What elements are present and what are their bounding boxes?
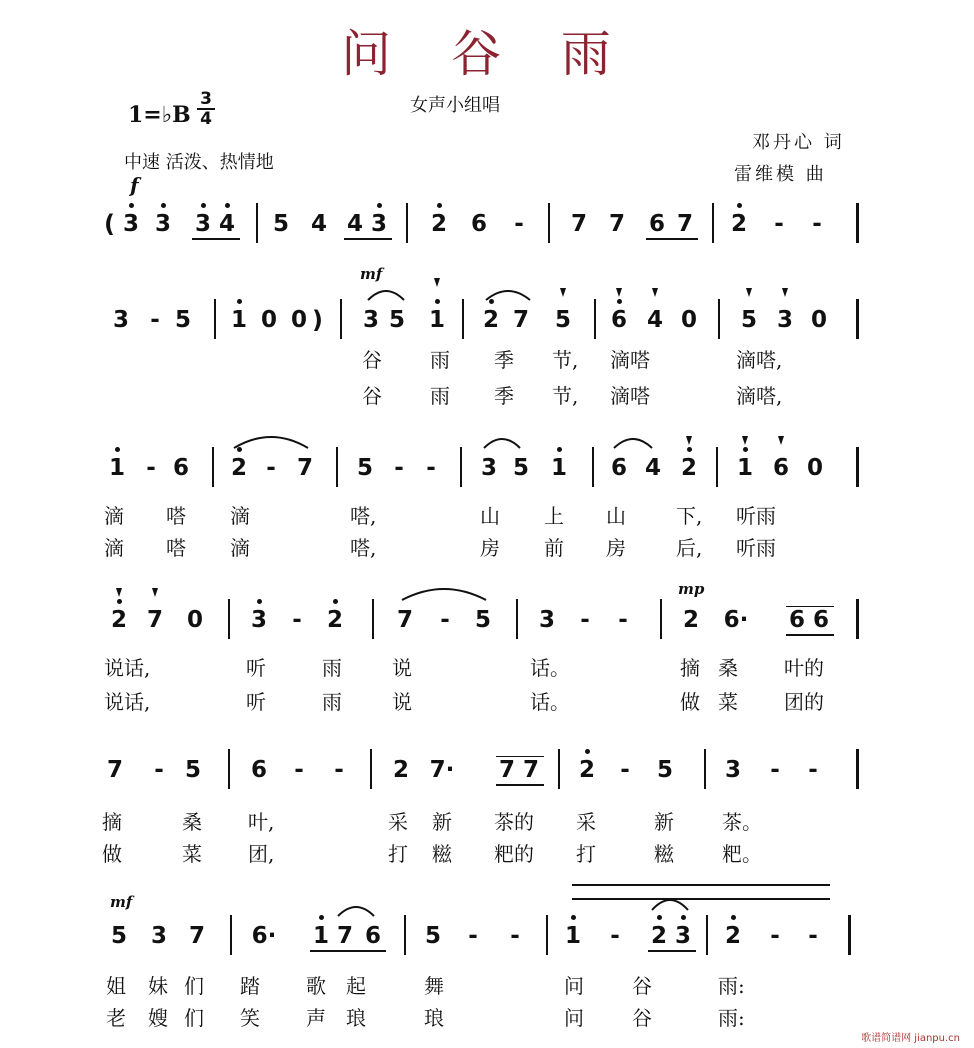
note: 6· — [251, 923, 277, 949]
note: - — [292, 607, 302, 633]
accent-mark — [782, 288, 788, 297]
note: - — [468, 923, 478, 949]
note: 7· — [429, 757, 455, 783]
note: 3 — [538, 607, 555, 633]
note: 2 — [578, 757, 595, 783]
note: 6 — [172, 455, 189, 481]
note: 6 — [364, 923, 381, 949]
lyric: 嗒, — [350, 536, 377, 560]
octave-dot — [657, 915, 662, 920]
note: - — [774, 211, 784, 237]
dynamic-mezzo-forte: mf — [360, 265, 383, 283]
note: - — [580, 607, 590, 633]
time-signature — [197, 90, 215, 128]
accent-mark — [742, 436, 748, 445]
lyric: 做 — [102, 842, 122, 866]
note: 5 — [512, 455, 529, 481]
note: - — [266, 455, 276, 481]
barline — [404, 915, 406, 955]
accent-mark — [686, 436, 692, 445]
lyric: 滴嗒 — [610, 384, 650, 408]
lyric: 季 — [494, 384, 514, 408]
barline — [228, 749, 230, 789]
staff-row-2 — [0, 308, 974, 332]
lyric: 们 — [184, 974, 204, 998]
beam-underline — [192, 238, 240, 240]
lyric: 雨: — [718, 974, 745, 998]
staff-row-5 — [0, 758, 974, 782]
note: 2 — [430, 211, 447, 237]
lyric: 听 — [246, 656, 266, 680]
note: 5 — [554, 307, 571, 333]
lyric: 菜 — [718, 690, 738, 714]
lyric: 桑 — [182, 810, 202, 834]
lyric: 滴嗒 — [610, 348, 650, 372]
octave-dot — [737, 203, 742, 208]
lyric: 滴嗒, — [736, 384, 783, 408]
octave-dot — [435, 299, 440, 304]
note: 2 — [230, 455, 247, 481]
lyric: 雨 — [322, 656, 342, 680]
note: 3 — [154, 211, 171, 237]
lyric: 琅 — [424, 1006, 444, 1030]
barline — [460, 447, 462, 487]
barline — [660, 599, 662, 639]
lyric: 谷 — [632, 1006, 652, 1030]
lyric: 话。 — [530, 690, 570, 714]
accent-mark — [746, 288, 752, 297]
lyric: 糍 — [654, 842, 674, 866]
octave-dot — [377, 203, 382, 208]
barline — [848, 915, 851, 955]
barline — [704, 749, 706, 789]
note: - — [510, 923, 520, 949]
note: 7 — [512, 307, 529, 333]
lyric: 雨 — [322, 690, 342, 714]
note: 6· — [723, 607, 749, 633]
barline — [856, 447, 859, 487]
note: 2 — [392, 757, 409, 783]
note: 0 — [186, 607, 203, 633]
lyric: 笑 — [240, 1006, 260, 1030]
lyric: 起 — [346, 974, 366, 998]
octave-dot — [319, 915, 324, 920]
accent-mark — [560, 288, 566, 297]
lyric: 滴 — [104, 504, 124, 528]
lyric: 嗒 — [166, 504, 186, 528]
note: 6 — [788, 607, 805, 633]
lyric: 说 — [392, 656, 412, 680]
lyric: 嗒, — [350, 504, 377, 528]
lyricist-credit: 邓丹心 词 — [752, 132, 845, 153]
slur-arc — [650, 894, 690, 912]
barline — [406, 203, 408, 243]
slur-arc — [336, 902, 376, 918]
song-title: 问 谷 雨 — [341, 25, 633, 83]
note: 0 — [806, 455, 823, 481]
note: 6 — [470, 211, 487, 237]
barline — [214, 299, 216, 339]
note: 7 — [106, 757, 123, 783]
lyric: 说话, — [104, 690, 151, 714]
lyric: 新 — [654, 810, 674, 834]
barline — [516, 599, 518, 639]
note: 1 — [428, 307, 445, 333]
slur-arc — [232, 432, 310, 450]
lyric: 舞 — [424, 974, 444, 998]
note: 7 — [570, 211, 587, 237]
lyric: 嗒 — [166, 536, 186, 560]
note: 7 — [396, 607, 413, 633]
beam-underline — [646, 238, 698, 240]
lyric: 茶的 — [494, 810, 534, 834]
lyric: 上 — [544, 504, 564, 528]
note: - — [514, 211, 524, 237]
lyric: 桑 — [718, 656, 738, 680]
note: 5 — [356, 455, 373, 481]
octave-dot — [557, 447, 562, 452]
lyric: 嫂 — [148, 1006, 168, 1030]
octave-dot — [225, 203, 230, 208]
note: 2 — [326, 607, 343, 633]
lyric: 房 — [480, 536, 500, 560]
octave-dot — [743, 447, 748, 452]
accent-mark — [652, 288, 658, 297]
dynamic-forte: f — [130, 173, 139, 197]
lyric: 山 — [606, 504, 626, 528]
lyric: 雨 — [430, 384, 450, 408]
lyric: 山 — [480, 504, 500, 528]
note: 7 — [608, 211, 625, 237]
barline — [340, 299, 342, 339]
beam-underline — [786, 634, 834, 636]
note: - — [440, 607, 450, 633]
barline — [230, 915, 232, 955]
slur-arc — [612, 434, 654, 450]
barline — [558, 749, 560, 789]
note: 6 — [250, 757, 267, 783]
note: 5 — [740, 307, 757, 333]
beam-underline — [496, 784, 544, 786]
octave-dot — [585, 749, 590, 754]
lyric: 糍 — [432, 842, 452, 866]
note: - — [334, 757, 344, 783]
note: 3 — [776, 307, 793, 333]
note: 7 — [522, 757, 539, 783]
note: - — [394, 455, 404, 481]
note: 7 — [146, 607, 163, 633]
accent-mark — [778, 436, 784, 445]
lyric: 下, — [676, 504, 703, 528]
barline — [462, 299, 464, 339]
note: 3 — [480, 455, 497, 481]
lyric: 们 — [184, 1006, 204, 1030]
octave-dot — [117, 599, 122, 604]
lyric: 说 — [392, 690, 412, 714]
lyric: 滴 — [230, 536, 250, 560]
note: 5 — [272, 211, 289, 237]
note: 3 — [362, 307, 379, 333]
lyric: 谷 — [362, 384, 382, 408]
lyric: 房 — [606, 536, 626, 560]
lyric: 听 — [246, 690, 266, 714]
octave-dot — [257, 599, 262, 604]
barline — [716, 447, 718, 487]
lyric: 团的 — [784, 690, 824, 714]
lyric: 新 — [432, 810, 452, 834]
lyric: 季 — [494, 348, 514, 372]
dynamic-mezzo-forte: mf — [110, 893, 133, 911]
note: 6 — [812, 607, 829, 633]
staff-row-4 — [0, 608, 974, 632]
site-watermark: 歌谱简谱网 jianpu.cn — [861, 1033, 960, 1044]
lyric: 滴嗒, — [736, 348, 783, 372]
octave-dot — [681, 915, 686, 920]
note: 3 — [370, 211, 387, 237]
slur-arc — [400, 584, 488, 602]
lyric: 谷 — [362, 348, 382, 372]
lyric: 前 — [544, 536, 564, 560]
note: 2 — [482, 307, 499, 333]
key-signature: 1=♭B — [128, 102, 191, 128]
octave-dot — [437, 203, 442, 208]
note: 2 — [680, 455, 697, 481]
note: 0 — [290, 307, 307, 333]
note: 7 — [676, 211, 693, 237]
lyric: 雨 — [430, 348, 450, 372]
lyric: 做 — [680, 690, 700, 714]
barline — [856, 749, 859, 789]
note: 1 — [550, 455, 567, 481]
lyric: 菜 — [182, 842, 202, 866]
note: 5 — [184, 757, 201, 783]
lyric: 听雨 — [736, 536, 776, 560]
note: - — [154, 757, 164, 783]
note: 6 — [610, 455, 627, 481]
note: 1 — [312, 923, 329, 949]
lyric: 琅 — [346, 1006, 366, 1030]
note: 2 — [682, 607, 699, 633]
barline — [712, 203, 714, 243]
note: 5 — [424, 923, 441, 949]
octave-dot — [571, 915, 576, 920]
barline — [592, 447, 594, 487]
lyric: 问 — [564, 974, 584, 998]
note: 6 — [648, 211, 665, 237]
note: 0 — [810, 307, 827, 333]
lyric: 谷 — [632, 974, 652, 998]
note: 3 — [150, 923, 167, 949]
lyric: 问 — [564, 1006, 584, 1030]
crescendo-line — [572, 884, 830, 886]
note: 7 — [336, 923, 353, 949]
barline — [548, 203, 550, 243]
note: - — [150, 307, 160, 333]
note: - — [812, 211, 822, 237]
lyric: 话。 — [530, 656, 570, 680]
octave-dot — [161, 203, 166, 208]
note: 3 — [112, 307, 129, 333]
note: - — [808, 757, 818, 783]
staff-row-3 — [0, 456, 974, 480]
beam-underline — [344, 238, 392, 240]
note: 7 — [188, 923, 205, 949]
lyric: 摘 — [680, 656, 700, 680]
note: 4 — [644, 455, 661, 481]
composer-credit: 雷维模 曲 — [734, 164, 827, 185]
note: 0 — [680, 307, 697, 333]
barline — [372, 599, 374, 639]
tempo-marking: 中速 活泼、热情地 — [124, 152, 274, 173]
note: - — [808, 923, 818, 949]
accent-mark — [616, 288, 622, 297]
lyric: 叶的 — [784, 656, 824, 680]
note: - — [620, 757, 630, 783]
lyric: 妹 — [148, 974, 168, 998]
slur-arc — [482, 434, 522, 450]
time-denominator: 4 — [197, 108, 215, 128]
octave-dot — [687, 447, 692, 452]
note: 3 — [122, 211, 139, 237]
crescendo-line — [572, 898, 830, 900]
note: 6 — [772, 455, 789, 481]
note: - — [426, 455, 436, 481]
note: 4 — [346, 211, 363, 237]
lyric: 采 — [388, 810, 408, 834]
lyric: 粑的 — [494, 842, 534, 866]
note: 4 — [218, 211, 235, 237]
intro-paren-close: ) — [312, 306, 323, 334]
octave-dot — [129, 203, 134, 208]
note: - — [294, 757, 304, 783]
lyric: 茶。 — [722, 810, 762, 834]
octave-dot — [237, 299, 242, 304]
dynamic-mezzo-piano: mp — [678, 580, 705, 598]
note: - — [770, 923, 780, 949]
note: 4 — [310, 211, 327, 237]
lyric: 采 — [576, 810, 596, 834]
lyric: 踏 — [240, 974, 260, 998]
lyric: 歌 — [306, 974, 326, 998]
barline — [718, 299, 720, 339]
slur-arc — [366, 286, 406, 302]
note: 3 — [194, 211, 211, 237]
lyric: 听雨 — [736, 504, 776, 528]
note: - — [610, 923, 620, 949]
staff-row-1 — [0, 212, 974, 236]
lyric: 后, — [676, 536, 703, 560]
barline — [594, 299, 596, 339]
lyric: 叶, — [248, 810, 275, 834]
lyric: 滴 — [230, 504, 250, 528]
note: 5 — [474, 607, 491, 633]
note: 3 — [674, 923, 691, 949]
barline — [546, 915, 548, 955]
note: - — [618, 607, 628, 633]
lyric: 节, — [552, 348, 579, 372]
lyric: 说话, — [104, 656, 151, 680]
note: 5 — [110, 923, 127, 949]
barline — [336, 447, 338, 487]
octave-dot — [201, 203, 206, 208]
note: 3 — [250, 607, 267, 633]
note: 2 — [650, 923, 667, 949]
barline — [212, 447, 214, 487]
accent-mark — [152, 588, 158, 597]
note: 1 — [564, 923, 581, 949]
note: 5 — [174, 307, 191, 333]
lyric: 老 — [106, 1006, 126, 1030]
lyric: 滴 — [104, 536, 124, 560]
note: 6 — [610, 307, 627, 333]
barline — [856, 299, 859, 339]
note: 5 — [388, 307, 405, 333]
octave-dot — [731, 915, 736, 920]
lyric: 打 — [576, 842, 596, 866]
note: 5 — [656, 757, 673, 783]
note: 1 — [736, 455, 753, 481]
octave-dot — [333, 599, 338, 604]
lyric: 粑。 — [722, 842, 762, 866]
note: - — [146, 455, 156, 481]
subtitle: 女声小组唱 — [410, 95, 500, 116]
lyric: 摘 — [102, 810, 122, 834]
lyric: 雨: — [718, 1006, 745, 1030]
barline — [856, 203, 859, 243]
barline — [706, 915, 708, 955]
barline — [228, 599, 230, 639]
note: 3 — [724, 757, 741, 783]
note: 4 — [646, 307, 663, 333]
beam-overline — [786, 606, 834, 607]
barline — [856, 599, 859, 639]
intro-paren-open: ( — [104, 210, 115, 238]
note: 7 — [498, 757, 515, 783]
note: 2 — [110, 607, 127, 633]
beam-underline — [310, 950, 386, 952]
barline — [256, 203, 258, 243]
accent-mark — [116, 588, 122, 597]
note: 2 — [730, 211, 747, 237]
note: 7 — [296, 455, 313, 481]
lyric: 打 — [388, 842, 408, 866]
barline — [370, 749, 372, 789]
note: 0 — [260, 307, 277, 333]
staff-row-6 — [0, 924, 974, 948]
note: 2 — [724, 923, 741, 949]
time-numerator: 3 — [200, 89, 212, 109]
accent-mark — [434, 278, 440, 287]
note: 1 — [230, 307, 247, 333]
beam-overline — [496, 756, 544, 757]
lyric: 姐 — [106, 974, 126, 998]
note: 1 — [108, 455, 125, 481]
beam-underline — [648, 950, 696, 952]
octave-dot — [617, 299, 622, 304]
lyric: 团, — [248, 842, 275, 866]
lyric: 节, — [552, 384, 579, 408]
octave-dot — [115, 447, 120, 452]
slur-arc — [484, 286, 532, 302]
note: - — [770, 757, 780, 783]
lyric: 声 — [306, 1006, 326, 1030]
